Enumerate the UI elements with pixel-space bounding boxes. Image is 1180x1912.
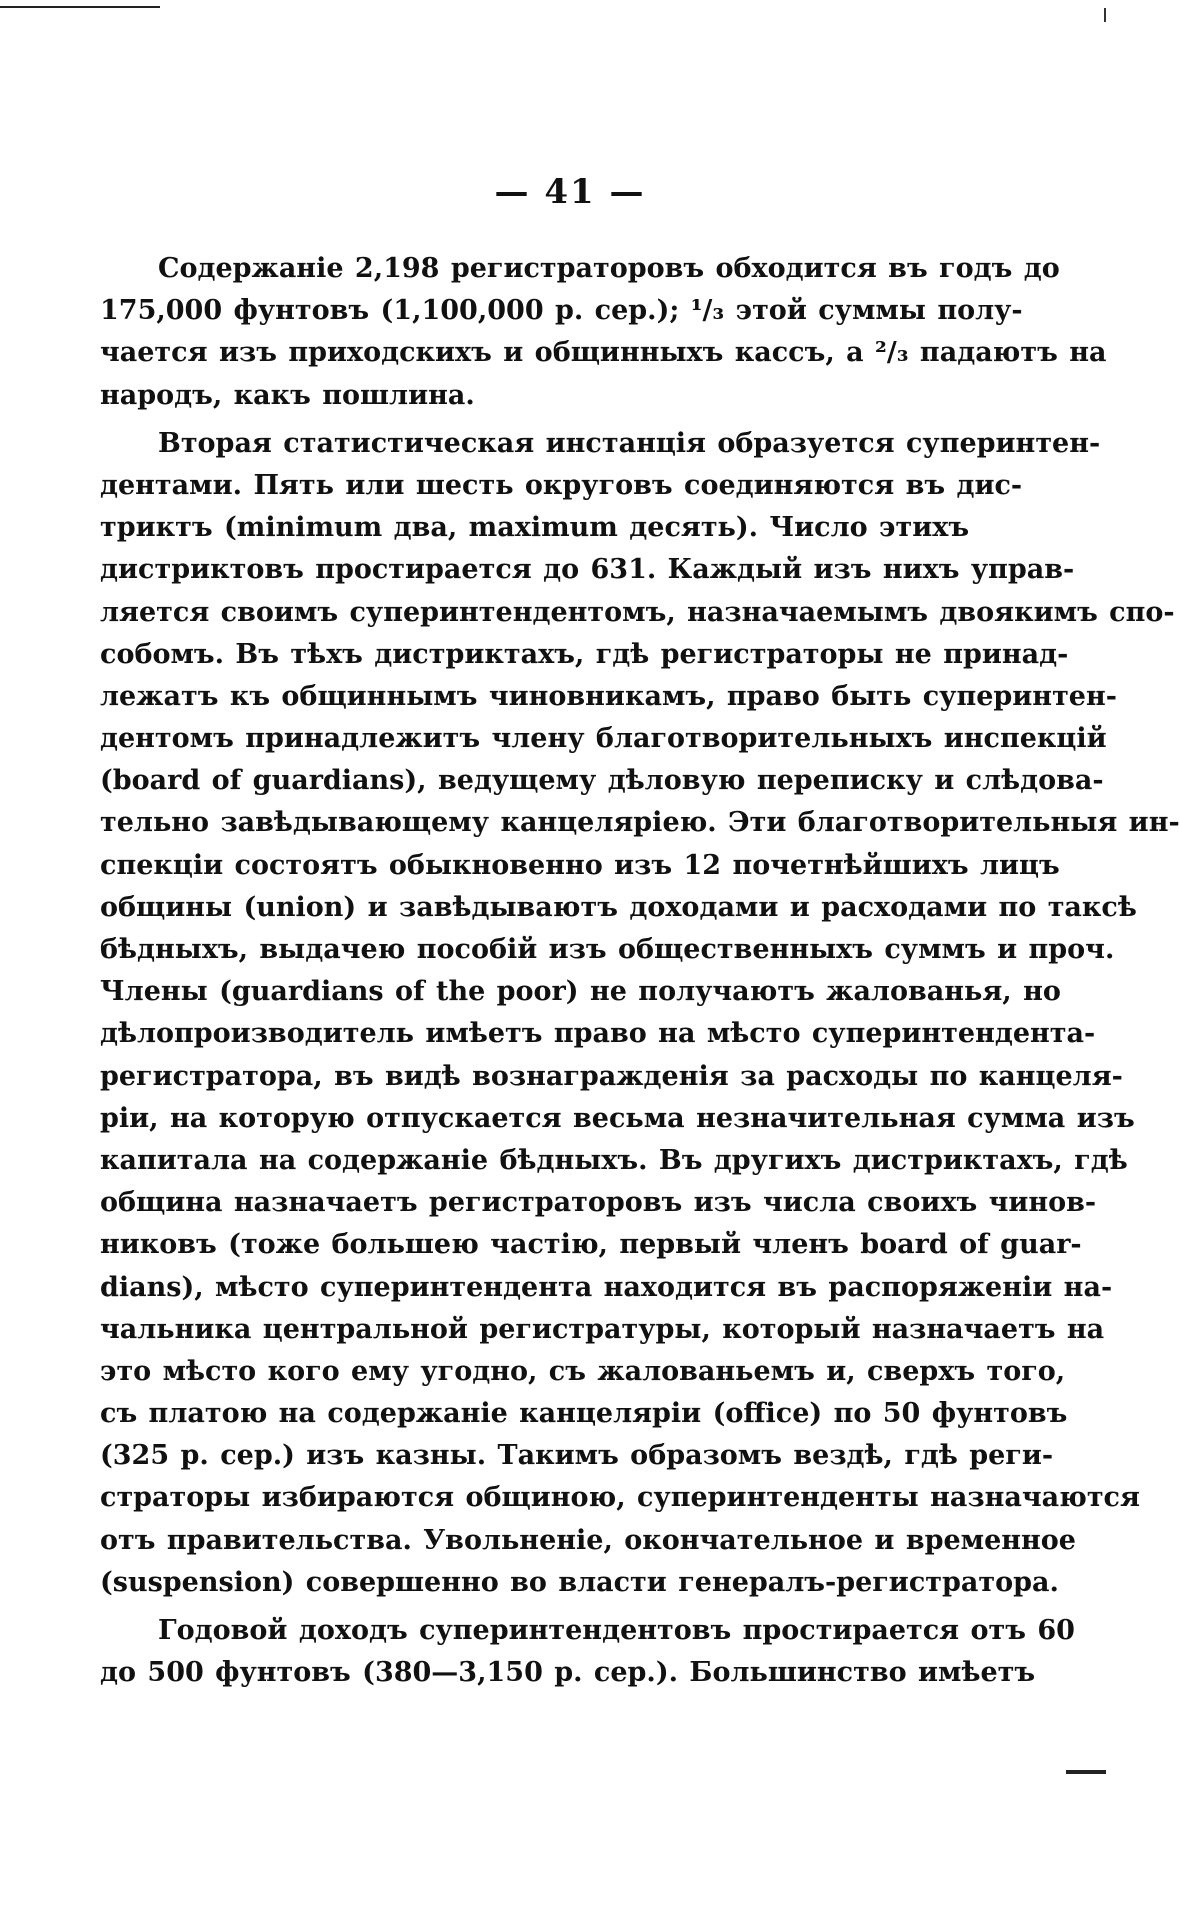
text-line: (board of guardians), ведущему дѣловую переписку и слѣдова-: [100, 765, 1104, 797]
text-line: триктъ (minimum два, maximum десять). Число этихъ: [100, 512, 970, 544]
text-line: Вторая статистическая инстанція образуется суперинтен-: [158, 427, 1101, 459]
text-line: съ платою на содержаніе канцеляріи (office) по 50 фунтовъ: [100, 1398, 1068, 1430]
text-line: до 500 фунтовъ (380—3,150 р. сер.). Большинство имѣетъ: [100, 1657, 1036, 1689]
text-line: 175,000 фунтовъ (1,100,000 р. сер.); ¹/₃ этой суммы полу-: [100, 295, 1023, 327]
text-line: община назначаетъ регистраторовъ изъ числа своихъ чинов-: [100, 1187, 1097, 1219]
text-line: dians), мѣсто суперинтендента находится въ распоряженіи на-: [100, 1271, 1113, 1303]
text-line: ріи, на которую отпускается весьма незначительная сумма изъ: [100, 1102, 1135, 1134]
paragraph-2: [100, 423, 1180, 1604]
text-line: дистриктовъ простирается до 631. Каждый изъ нихъ управ-: [100, 554, 1075, 586]
text-line: общины (union) и завѣдываютъ доходами и расходами по таксѣ: [100, 891, 1137, 923]
text-line: страторы избираются общиною, суперинтенденты назначаются: [100, 1482, 1140, 1514]
text-line: спекціи состоятъ обыкновенно изъ 12 почетнѣйшихъ лицъ: [100, 849, 1060, 881]
paragraph-3: [100, 1610, 1075, 1694]
corner-mark: [1104, 8, 1118, 22]
text-line: капитала на содержаніе бѣдныхъ. Въ другихъ дистриктахъ, гдѣ: [100, 1144, 1128, 1176]
text-line: регистратора, въ видѣ вознагражденія за расходы по канцеля-: [100, 1060, 1123, 1092]
text-line: чальника центральной регистратуры, который назначаетъ на: [100, 1313, 1105, 1345]
text-line: бѣдныхъ, выдачею пособій изъ общественныхъ суммъ и проч.: [100, 934, 1115, 965]
text-line: чается изъ приходскихъ и общинныхъ кассъ, а ²/₃ падаютъ на: [100, 337, 1107, 369]
page-number: — 41 —: [494, 172, 646, 212]
text-line: собомъ. Въ тѣхъ дистриктахъ, гдѣ регистраторы не принад-: [100, 638, 1069, 670]
text-line: никовъ (тоже большею частію, первый членъ board of guar-: [100, 1229, 1082, 1261]
text-line: (suspension) совершенно во власти генералъ-регистратора.: [100, 1566, 1059, 1598]
page-text: [100, 248, 1180, 1694]
margin-dash-mark: [1066, 1770, 1106, 1774]
text-line: лежатъ къ общиннымъ чиновникамъ, право быть суперинтен-: [100, 680, 1117, 712]
text-line: (325 р. сер.) изъ казны. Такимъ образомъ вездѣ, гдѣ реги-: [100, 1440, 1054, 1472]
text-line: дентомъ принадлежитъ члену благотворительныхъ инспекцій: [100, 723, 1107, 755]
text-line: ляется своимъ суперинтендентомъ, назначаемымъ двоякимъ спо-: [100, 596, 1175, 628]
text-line: отъ правительства. Увольненіе, окончательное и временное: [100, 1524, 1076, 1556]
text-line: дентами. Пять или шесть округовъ соединяются въ дис-: [100, 469, 1023, 501]
text-line: Члены (guardians of the poor) не получаютъ жалованья, но: [100, 976, 1061, 1008]
text-line: тельно завѣдывающему канцеляріею. Эти благотворительныя ин-: [100, 807, 1180, 839]
text-line: Годовой доходъ суперинтендентовъ простирается отъ 60: [158, 1615, 1075, 1646]
text-line: народъ, какъ пошлина.: [100, 379, 475, 411]
text-line: Содержаніе 2,198 регистраторовъ обходится въ годъ до: [158, 253, 1060, 284]
text-line: дѣлопроизводитель имѣетъ право на мѣсто суперинтендента-: [100, 1018, 1096, 1050]
paragraph-1: [100, 248, 1107, 417]
text-line: это мѣсто кого ему угодно, съ жалованьемъ и, сверхъ того,: [100, 1355, 1066, 1387]
top-border-rule: [0, 6, 160, 8]
